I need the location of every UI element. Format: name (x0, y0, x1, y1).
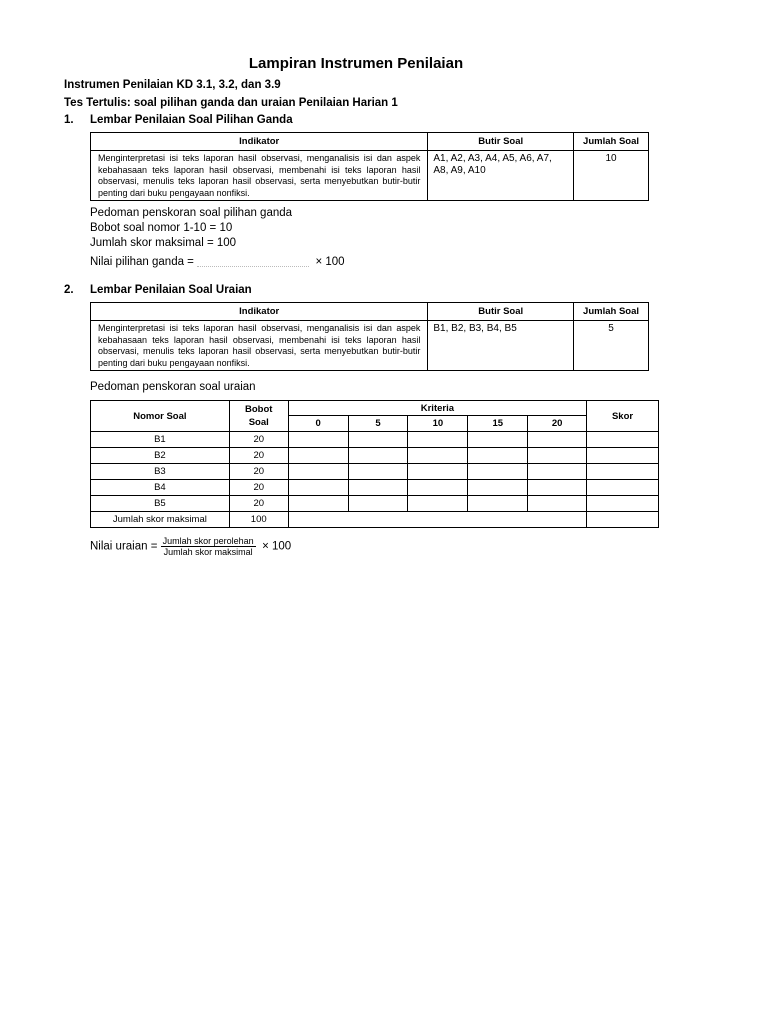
empty-cell (528, 448, 587, 464)
section-number: 2. (64, 284, 74, 296)
nomor-soal-cell: B3 (91, 464, 230, 480)
kriteria-10: 10 (408, 416, 468, 432)
empty-cell (528, 496, 587, 512)
empty-merged-cell (288, 512, 586, 528)
nilai-uraian-formula (90, 536, 291, 557)
empty-cell (408, 480, 468, 496)
empty-cell (528, 464, 587, 480)
subtitle-kd: Instrumen Penilaian KD 3.1, 3.2, dan 3.9 (64, 79, 281, 91)
table-row (91, 448, 659, 464)
header-butir-soal: Butir Soal (428, 133, 574, 151)
header-nomor-soal: Nomor Soal (91, 401, 230, 432)
pedoman-pg-title: Pedoman penskoran soal pilihan ganda (90, 207, 293, 219)
bobot-cell: 20 (229, 448, 288, 464)
empty-cell (288, 448, 348, 464)
header-indikator: Indikator (91, 303, 428, 321)
bobot-cell: 20 (229, 496, 288, 512)
nomor-soal-cell: B5 (91, 496, 230, 512)
section-2-heading (64, 284, 252, 296)
empty-cell (348, 496, 408, 512)
empty-cell (348, 480, 408, 496)
empty-cell (288, 480, 348, 496)
blank-fraction (197, 256, 309, 267)
empty-cell (528, 432, 587, 448)
nilai-pg-label: Nilai pilihan ganda = (90, 256, 198, 268)
table-row (91, 480, 659, 496)
bobot-cell: 20 (229, 464, 288, 480)
skor-cell (587, 480, 659, 496)
nilai-uraian-label: Nilai uraian = (90, 540, 161, 553)
indikator-cell: Menginterpretasi isi teks laporan hasil observasi, menganalisis isi dan aspek kebahasaan teks laporan hasil observasi, membenahi isi teks laporan hasil observasi, menulis teks laporan hasil observasi, serta menyebutkan butir-butir penting dari buku pengayaan nonfiksi. (91, 321, 428, 371)
fraction-numerator: Jumlah skor perolehan (162, 536, 254, 546)
page-title: Lampiran Instrumen Penilaian (248, 55, 464, 72)
empty-cell (288, 464, 348, 480)
skor-cell (587, 432, 659, 448)
empty-cell (468, 448, 528, 464)
header-kriteria: Kriteria (288, 401, 586, 416)
header-indikator: Indikator (91, 133, 428, 151)
butir-cell: A1, A2, A3, A4, A5, A6, A7, A8, A9, A10 (428, 151, 574, 201)
empty-cell (288, 496, 348, 512)
empty-cell (408, 432, 468, 448)
empty-cell (468, 464, 528, 480)
indikator-cell: Menginterpretasi isi teks laporan hasil observasi, menganalisis isi dan aspek kebahasaan teks laporan hasil observasi, membenahi isi teks laporan hasil observasi, menulis teks laporan hasil observasi, serta menyebutkan butir-butir penting dari buku pengayaan nonfiksi. (91, 151, 428, 201)
total-label-cell: Jumlah skor maksimal (91, 512, 230, 528)
section-title: Lembar Penilaian Soal Pilihan Ganda (90, 114, 293, 126)
skor-cell (587, 448, 659, 464)
empty-cell (408, 448, 468, 464)
bobot-cell: 20 (229, 480, 288, 496)
subtitle-tes: Tes Tertulis: soal pilihan ganda dan uraian Penilaian Harian 1 (64, 97, 398, 109)
skor-table (90, 400, 659, 528)
empty-cell (528, 480, 587, 496)
bobot-soal-line: Bobot soal nomor 1-10 = 10 (90, 222, 233, 234)
kriteria-20: 20 (528, 416, 587, 432)
empty-cell (468, 480, 528, 496)
empty-cell (348, 464, 408, 480)
skor-cell (587, 512, 659, 528)
jumlah-skor-line: Jumlah skor maksimal = 100 (90, 237, 237, 249)
empty-cell (288, 432, 348, 448)
empty-cell (348, 432, 408, 448)
empty-cell (408, 496, 468, 512)
kriteria-15: 15 (468, 416, 528, 432)
skor-cell (587, 464, 659, 480)
header-jumlah-soal: Jumlah Soal (574, 303, 649, 321)
header-butir-soal: Butir Soal (428, 303, 574, 321)
section-title: Lembar Penilaian Soal Uraian (90, 284, 252, 296)
empty-cell (348, 448, 408, 464)
table-row (91, 464, 659, 480)
header-skor: Skor (587, 401, 659, 432)
empty-cell (408, 464, 468, 480)
indikator-table-pg (90, 132, 649, 201)
table-row (91, 496, 659, 512)
header-bobot-soal: Bobot Soal (229, 401, 288, 432)
bobot-cell: 20 (229, 432, 288, 448)
section-1-heading (64, 114, 293, 126)
nomor-soal-cell: B1 (91, 432, 230, 448)
fraction (161, 536, 256, 557)
empty-cell (468, 496, 528, 512)
kriteria-5: 5 (348, 416, 408, 432)
jumlah-cell: 10 (574, 151, 649, 201)
header-jumlah-soal: Jumlah Soal (574, 133, 649, 151)
table-row (91, 432, 659, 448)
fraction-denominator: Jumlah skor maksimal (163, 547, 253, 557)
times-100: × 100 (315, 256, 345, 268)
skor-cell (587, 496, 659, 512)
total-value-cell: 100 (229, 512, 288, 528)
nilai-pg-formula (90, 256, 345, 268)
nomor-soal-cell: B4 (91, 480, 230, 496)
pedoman-uraian-title: Pedoman penskoran soal uraian (90, 381, 256, 393)
total-row (91, 512, 659, 528)
indikator-table-uraian (90, 302, 649, 371)
empty-cell (468, 432, 528, 448)
kriteria-0: 0 (288, 416, 348, 432)
times-100: × 100 (262, 540, 292, 553)
jumlah-cell: 5 (574, 321, 649, 371)
nomor-soal-cell: B2 (91, 448, 230, 464)
section-number: 1. (64, 114, 74, 126)
butir-cell: B1, B2, B3, B4, B5 (428, 321, 574, 371)
